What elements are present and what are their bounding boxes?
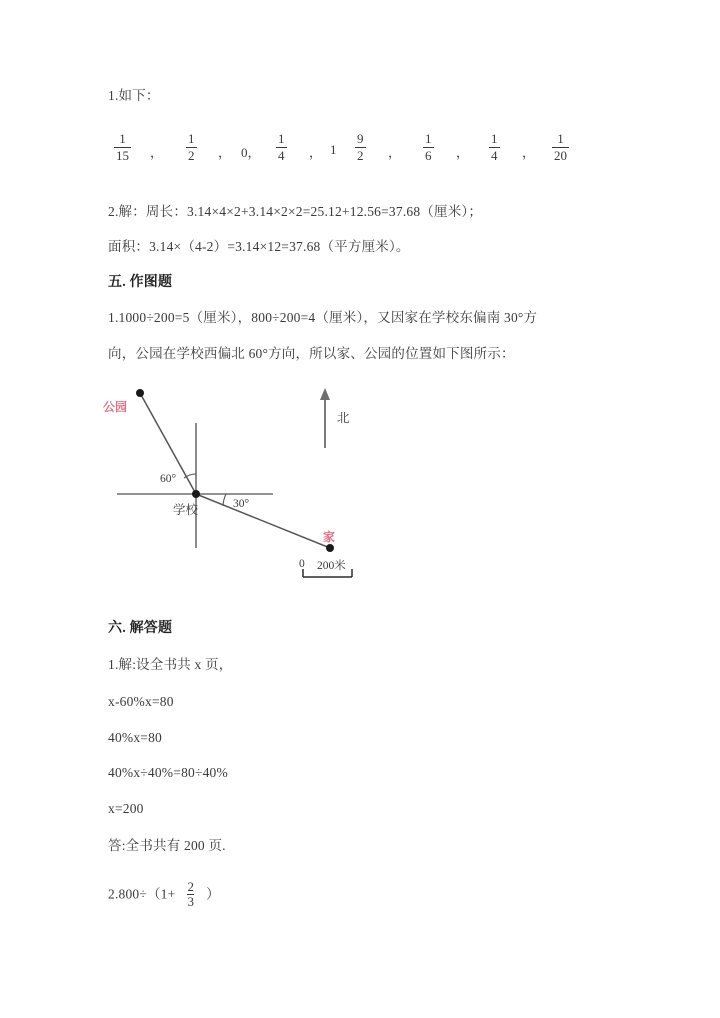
- angle-label-30: 30°: [233, 498, 250, 510]
- fraction-numerator: 1: [278, 131, 285, 146]
- fraction-denominator: 6: [425, 147, 432, 163]
- fraction-1-4-b: [489, 132, 500, 162]
- fraction-denominator: 15: [116, 147, 129, 163]
- separator-comma: ，: [309, 145, 323, 160]
- separator-comma: ，: [456, 145, 470, 160]
- solution-line-eq2: 40%x=80: [108, 730, 163, 745]
- solution-line-answer: 答:全书共有 200 页.: [108, 838, 226, 853]
- fraction-denominator: 20: [554, 147, 567, 163]
- direction-diagram: [95, 378, 395, 593]
- fraction-numerator: 9: [357, 131, 364, 146]
- separator-comma: ，: [218, 145, 232, 160]
- solution-item-2: [108, 880, 220, 908]
- section-six-heading: 六. 解答题: [108, 621, 173, 636]
- solution-item-2-suffix: ）: [206, 886, 220, 902]
- solution-item-2-prefix: 2.800÷（1+: [108, 886, 176, 902]
- solution-line-result: x=200: [108, 801, 144, 816]
- scale-value-label: 200米: [317, 560, 346, 572]
- fraction-1-2: [186, 132, 197, 162]
- fraction-numerator: 1: [557, 131, 564, 146]
- north-label: 北: [337, 411, 350, 425]
- fraction-denominator: 2: [357, 147, 364, 163]
- fraction-1-20: [552, 132, 569, 162]
- school-to-home-ray: [196, 494, 330, 548]
- value-zero: 0，: [241, 145, 261, 160]
- fraction-denominator: 3: [187, 893, 195, 909]
- school-label: 学校: [173, 503, 199, 517]
- solution-line-setup: 1.解:设全书共 x 页，: [108, 657, 233, 672]
- section-five-heading: 五. 作图题: [108, 275, 173, 290]
- fraction-numerator: 1: [188, 131, 195, 146]
- fraction-denominator: 4: [278, 147, 285, 163]
- fraction-2-3: [187, 880, 194, 908]
- separator-comma: ，: [150, 145, 164, 160]
- fraction-1-6: [423, 132, 434, 162]
- home-label: 家: [323, 530, 336, 544]
- separator-comma: ，: [388, 145, 402, 160]
- angle-arc-30: [223, 494, 226, 506]
- fraction-denominator: 4: [491, 147, 498, 163]
- fraction-numerator: 2: [187, 879, 195, 894]
- fraction-numerator: 1: [491, 131, 498, 146]
- scale-zero-label: 0: [299, 558, 305, 570]
- park-label: 公园: [103, 400, 128, 414]
- answer-item-2-perimeter: 2.解：周长：3.14×4×2+3.14×2×2=25.12+12.56=37.68（厘米）；: [108, 204, 483, 219]
- answer-item-2-area: 面积：3.14×（4-2）=3.14×12=37.68（平方厘米）。: [108, 239, 410, 254]
- solution-line-eq1: x-60%x=80: [108, 694, 174, 709]
- answer-item-1-label: 1.如下：: [108, 88, 160, 103]
- fraction-denominator: 2: [188, 147, 195, 163]
- separator-comma: ，: [522, 145, 536, 160]
- angle-label-60: 60°: [160, 473, 177, 485]
- north-arrow-head: [320, 388, 330, 400]
- fraction-9-2: [355, 132, 366, 162]
- value-one: 1: [330, 142, 337, 157]
- solution-line-eq3: 40%x÷40%=80÷40%: [108, 765, 228, 780]
- fraction-numerator: 1: [119, 131, 126, 146]
- diagram-canvas: [95, 378, 395, 593]
- fraction-1-4-a: [276, 132, 287, 162]
- section-five-line-2: 向，公园在学校西偏北 60°方向，所以家、公园的位置如下图所示：: [108, 346, 515, 361]
- school-point: [192, 490, 200, 498]
- section-five-line-1: 1.1000÷200=5（厘米），800÷200=4（厘米），又因家在学校东偏南 30°方: [108, 310, 538, 325]
- fraction-1-15: [114, 132, 131, 162]
- home-point: [326, 544, 334, 552]
- park-point: [136, 389, 144, 397]
- fraction-sequence-row: [108, 128, 608, 172]
- fraction-numerator: 1: [425, 131, 432, 146]
